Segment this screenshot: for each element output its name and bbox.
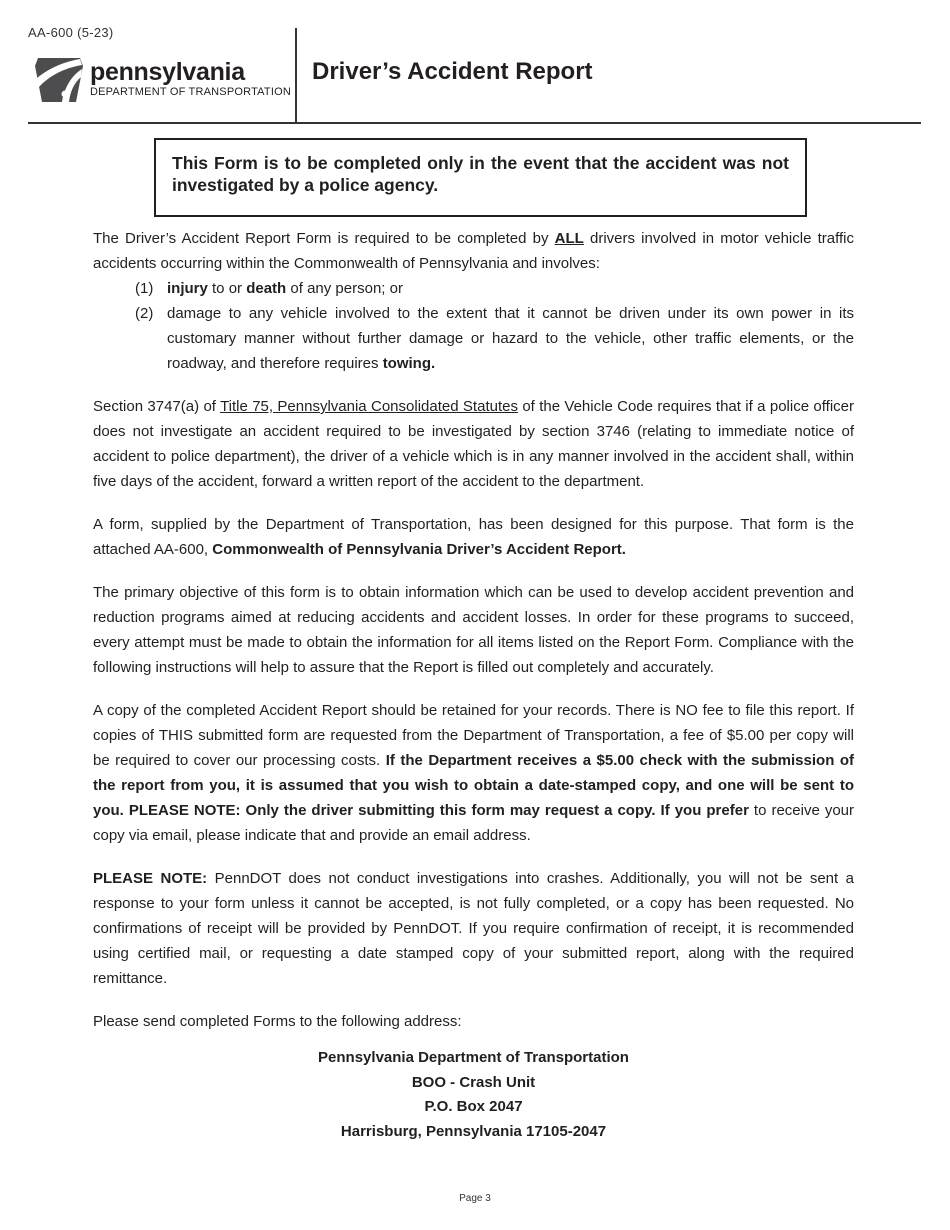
objective-paragraph: The primary objective of this form is to obtain information which can be used to develop accident prevention and reduction programs aimed at reducing accidents and accident losses. In order for these programs to succeed, every attempt must be made to obtain the information for all items listed on the Report Form. Compliance with the following instructions will help to assure that the Report is filled out completely and accurately. [93, 584, 854, 676]
statute-link: Title 75, Pennsylvania Consolidated Statutes [220, 398, 518, 415]
penndot-logo [34, 55, 291, 107]
mailing-address [93, 1046, 854, 1144]
keystone-road-icon [34, 55, 84, 105]
logo-department: DEPARTMENT OF TRANSPORTATION [90, 86, 291, 98]
penndot-note-paragraph: PLEASE NOTE: PennDOT does not conduct investigations into crashes. Additionally, you will not be sent a response to your form unless it cannot be accepted, is not fully completed, or a copy has been requested. No confirmations of receipt will be provided by PennDOT. If you require confirmation of receipt, it is recommended using certified mail, or requesting a date stamped copy of your submitted report, along with the required remittance. [93, 870, 854, 987]
copy-paragraph: A copy of the completed Accident Report should be retained for your records. There is NO fee to file this report. If copies of THIS submitted form are requested from the Department of Transportation, a fee of $5.00 per copy will be required to cover our processing costs. If the Department receives a $5.00 check with the submission of the report from you, it is assumed that you wish to obtain a date-stamped copy, and one will be sent to you. PLEASE NOTE: Only the driver submitting this form may request a copy. If you prefer to receive your copy via email, please indicate that and provide an email address. [93, 702, 854, 844]
address-line: BOO - Crash Unit [411, 1073, 536, 1091]
condition-item: (2) damage to any vehicle involved to the extent that it cannot be driven under its own power in its customary manner without further damage or hazard to the vehicle, other traffic elements, or the roadway, and therefore requires towing. [135, 305, 854, 372]
statute-paragraph: Section 3747(a) of Title 75, Pennsylvania Consolidated Statutes of the Vehicle Code requires that if a police officer does not investigate an accident required to be investigated by section 3746 (relating to immediate notice of accident to police department), the driver of a vehicle which is in any manner involved in the accident shall, within five days of the accident, forward a written report of the accident to the department. [93, 398, 854, 490]
form-code: AA-600 (5-23) [28, 25, 114, 40]
all-emphasis: ALL [554, 230, 584, 247]
instructions-body [93, 226, 854, 1144]
form-paragraph: A form, supplied by the Department of Transportation, has been designed for this purpose. That form is the attached AA-600, Commonwealth of Pennsylvania Driver’s Accident Report. [93, 516, 854, 558]
police-notice-box: This Form is to be completed only in the event that the accident was not investigated by a police agency. [154, 138, 807, 217]
logo-wordmark: pennsylvania [90, 58, 245, 86]
address-line: Pennsylvania Department of Transportation [318, 1049, 629, 1066]
intro-paragraph: The Driver’s Accident Report Form is required to be completed by ALL drivers involved in motor vehicle traffic accidents occurring within the Commonwealth of Pennsylvania and involves: [93, 230, 854, 272]
header-rule [28, 122, 921, 124]
condition-list [93, 276, 854, 376]
condition-item: (1) injury to or death of any person; or [135, 280, 403, 297]
address-line: P.O. Box 2047 [424, 1098, 523, 1115]
page-number: Page 3 [459, 1193, 491, 1204]
header-vertical-divider [295, 28, 297, 123]
address-line: Harrisburg, Pennsylvania 17105-2047 [340, 1122, 607, 1140]
send-instructions: Please send completed Forms to the following address: [93, 1013, 462, 1030]
page-title: Driver’s Accident Report [312, 58, 593, 85]
